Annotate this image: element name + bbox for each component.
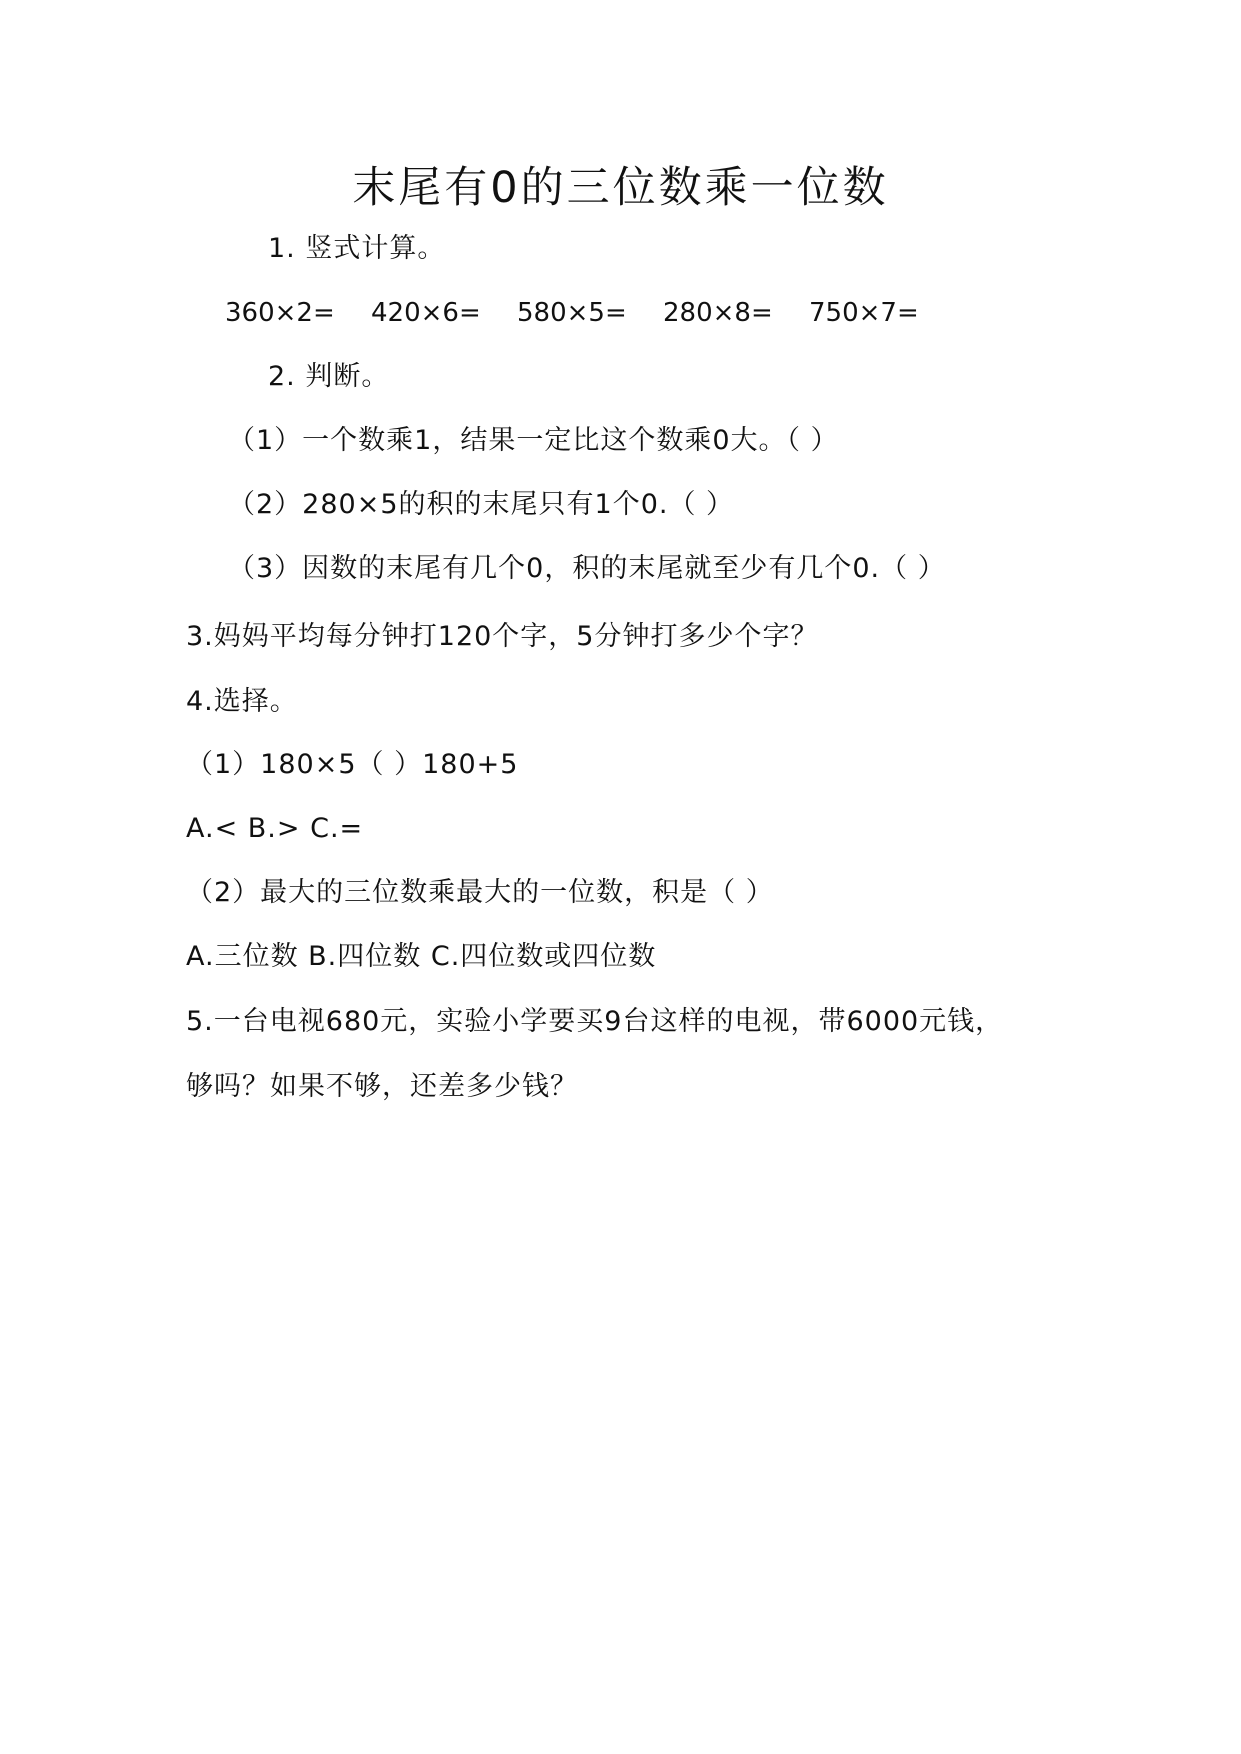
question-4-sub-2: （2）最大的三位数乘最大的一位数，积是（ ） [186,877,774,908]
question-5-line-2: 够吗？如果不够，还差多少钱？ [186,1071,578,1102]
question-3-text: 3.妈妈平均每分钟打120个字，5分钟打多少个字？ [186,621,819,652]
page-title: 末尾有0的三位数乘一位数 [352,163,889,213]
question-2-heading: 2. 判断。 [268,361,390,392]
question-2-item-1: （1）一个数乘1，结果一定比这个数乘0大。（ ） [228,425,839,456]
question-2-item-2: （2）280×5的积的末尾只有1个0.（ ） [228,489,735,520]
question-1-equations [225,296,955,330]
equation-2: 420×6= [371,298,481,328]
question-5-line-1: 5.一台电视680元，实验小学要买9台这样的电视，带6000元钱， [186,1006,1004,1037]
question-2-item-3: （3）因数的末尾有几个0，积的末尾就至少有几个0.（ ） [228,553,946,584]
equation-4: 280×8= [663,298,773,328]
equation-5: 750×7= [809,298,919,328]
question-4-options-2: A.三位数 B.四位数 C.四位数或四位数 [186,941,657,972]
question-4-sub-1: （1）180×5（ ）180+5 [186,749,519,780]
question-4-options-1: A.< B.> C.= [186,813,364,844]
question-1-heading: 1. 竖式计算。 [268,233,446,264]
question-4-heading: 4.选择。 [186,686,298,717]
equation-3: 580×5= [517,298,627,328]
equation-1: 360×2= [225,298,335,328]
